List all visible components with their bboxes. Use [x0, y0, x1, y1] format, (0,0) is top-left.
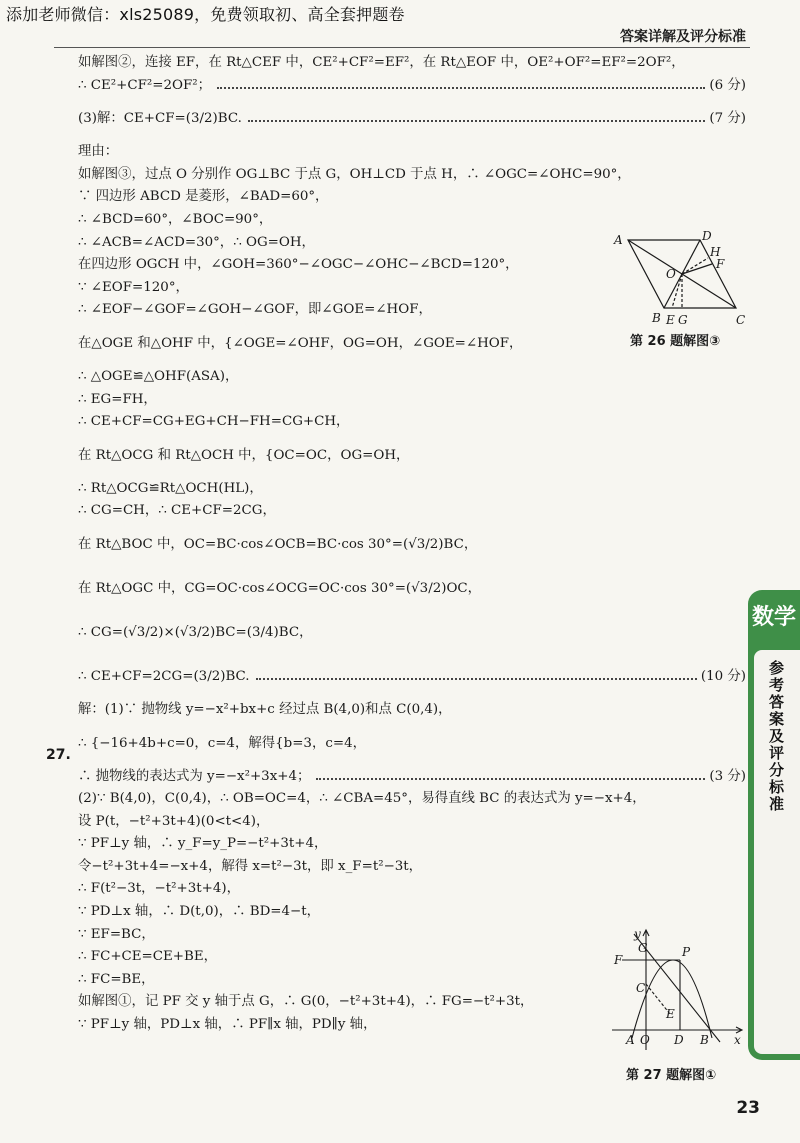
score-label: (10 分) [700, 668, 746, 684]
text-line: 设 P(t，−t²+3t+4)(0<t<4)， [78, 813, 270, 829]
score-label: (6 分) [709, 77, 746, 93]
text-line: ∴ FC+CE=CE+BE， [78, 949, 218, 965]
question-number: 27. [46, 747, 71, 763]
side-tab [748, 590, 800, 1060]
text-line: 理由： [78, 144, 119, 160]
subject-label: 数学 [751, 605, 796, 630]
label-c: C [636, 981, 646, 995]
dot-leader [217, 87, 705, 89]
text-line: 在 Rt△OGC 中，CG=OC·cos∠OCG=OC·cos 30°=(√3/2)OC， [78, 580, 482, 596]
label-d: D [702, 229, 712, 243]
text-line: ∴ FC=BE， [78, 971, 155, 987]
label-f: F [716, 257, 725, 271]
label-x: x [734, 1033, 741, 1047]
text-line: ∵ EF=BC， [78, 926, 155, 942]
text-line: 在四边形 OGCH 中，∠GOH=360°−∠OGC−∠OHC−∠BCD=120°， [78, 257, 519, 273]
text-line: ∴ △OGE≌△OHF(ASA)， [78, 368, 239, 384]
text-line: ∴ CG=CH，∴ CE+CF=2CG， [78, 503, 276, 519]
text-line: 在 Rt△BOC 中，OC=BC·cos∠OCB=BC·cos 30°=(√3/2)BC， [78, 536, 478, 552]
text-line: ∴ ∠BCD=60°，∠BOC=90°， [78, 211, 273, 227]
label-e: E [666, 313, 675, 327]
text-line: (2)∵ B(4,0)，C(0,4)，∴ OB=OC=4，∴ ∠CBA=45°，易得直线 BC 的表达式为 y=−x+4， [78, 791, 646, 807]
dot-leader [248, 120, 706, 122]
label-p: P [682, 945, 691, 959]
side-tab-inner [754, 650, 800, 1054]
label-a: A [614, 233, 623, 247]
text-line: 如解图③，过点 O 分别作 OG⊥BC 于点 G，OH⊥CD 于点 H，∴ ∠OGC=∠OHC=90°， [78, 166, 631, 182]
scored-line [78, 97, 746, 141]
text-line: ∴ CE+CF=2CG=(3/2)BC. [78, 668, 250, 684]
watermark-text: 添加老师微信：xls25089，免费领取初、高全套押题卷 [6, 5, 405, 24]
text-line: ∵ PD⊥x 轴，∴ D(t,0)，∴ BD=4−t， [78, 904, 321, 920]
page-number: 23 [736, 1098, 760, 1118]
scored-line [78, 75, 746, 98]
scored-line [78, 766, 746, 789]
label-y: y [634, 927, 641, 941]
text-line: ∵ ∠EOF=120°， [78, 279, 189, 295]
label-d: D [674, 1033, 684, 1047]
solution-body [78, 52, 746, 1037]
text-line: ∴ 抛物线的表达式为 y=−x²+3x+4； [78, 768, 311, 784]
label-g: G [678, 313, 688, 327]
figure-caption: 第 27 题解图① [626, 1068, 717, 1083]
dot-leader [256, 678, 697, 680]
parabola-curve [632, 960, 712, 1038]
scored-line [78, 655, 746, 699]
label-c: C [736, 313, 746, 327]
text-line: ∴ ∠EOF−∠GOF=∠GOH−∠GOF，即∠GOE=∠HOF， [78, 302, 432, 318]
figure-parabola [608, 926, 748, 1054]
text-line: ∴ Rt△OCG≌Rt△OCH(HL)， [78, 480, 263, 496]
text-line: ∴ CE+CF=CG+EG+CH−FH=CG+CH， [78, 414, 350, 430]
label-h: H [710, 245, 721, 259]
label-b: B [700, 1033, 709, 1047]
text-line: 如解图②，连接 EF，在 Rt△CEF 中，CE²+CF²=EF²，在 Rt△EOF 中，OE²+OF²=EF²=2OF²， [78, 55, 685, 70]
text-line: ∴ ∠ACB=∠ACD=30°，∴ OG=OH， [78, 234, 315, 250]
text-line: 解：(1)∵ 抛物线 y=−x²+bx+c 经过点 B(4,0)和点 C(0,4)， [78, 701, 452, 717]
header-title: 答案详解及评分标准 [620, 29, 746, 45]
text-line: (3)解：CE+CF=(3/2)BC. [78, 111, 242, 127]
label-f: F [614, 953, 623, 967]
text-line: ∴ CG=(√3/2)×(√3/2)BC=(3/4)BC， [78, 624, 313, 640]
text-line: ∴ {−16+4b+c=0，c=4，解得{b=3，c=4， [78, 735, 366, 751]
text-line: ∴ CE²+CF²=2OF²； [78, 77, 212, 93]
text-line: 在 Rt△OCG 和 Rt△OCH 中，{OC=OC，OG=OH， [78, 447, 410, 463]
label-o: O [640, 1033, 650, 1047]
text-line: 令−t²+3t+4=−x+4，解得 x=t²−3t，即 x_F=t²−3t， [78, 858, 423, 874]
text-line: ∵ 四边形 ABCD 是菱形，∠BAD=60°， [78, 189, 329, 205]
label-o: O [666, 267, 676, 281]
label-e: E [666, 1007, 675, 1021]
side-tab-text: 参考答案及评分标准 [767, 660, 785, 813]
header-divider [54, 47, 750, 48]
text-line: ∵ PF⊥y 轴，∴ y_F=y_P=−t²+3t+4， [78, 836, 328, 852]
label-g: G [638, 941, 648, 955]
figure-caption: 第 26 题解图③ [630, 334, 721, 349]
text-line: ∴ F(t²−3t，−t²+3t+4)， [78, 881, 240, 897]
text-line: 在△OGE 和△OHF 中，{∠OGE=∠OHF，OG=OH，∠GOE=∠HOF， [78, 335, 523, 351]
label-a: A [626, 1033, 635, 1047]
text-line: 如解图①，记 PF 交 y 轴于点 G，∴ G(0，−t²+3t+4)，∴ FG=−t²+3t， [78, 994, 534, 1010]
figure-rhombus [608, 228, 758, 328]
text-line: ∵ PF⊥y 轴，PD⊥x 轴，∴ PF∥x 轴，PD∥y 轴， [78, 1017, 377, 1033]
score-label: (3 分) [709, 768, 746, 784]
text-line: ∴ EG=FH， [78, 391, 157, 407]
label-b: B [652, 311, 661, 325]
score-label: (7 分) [709, 111, 746, 127]
dot-leader [316, 778, 705, 780]
